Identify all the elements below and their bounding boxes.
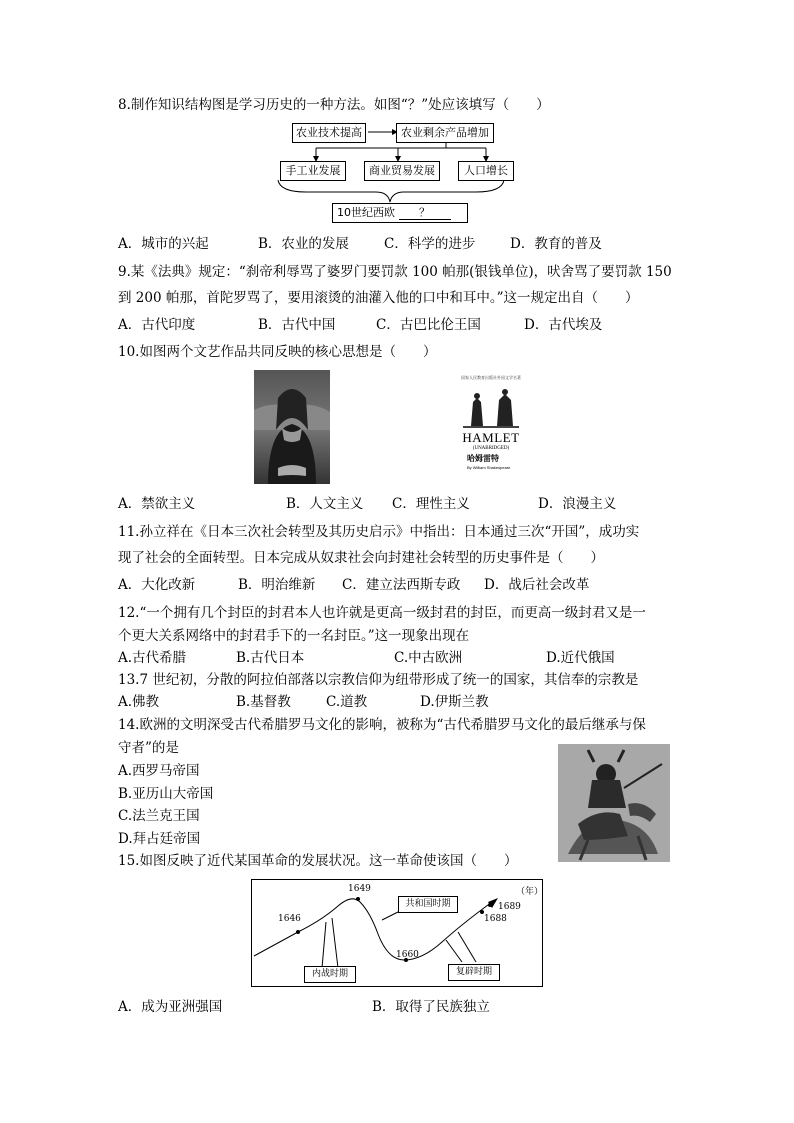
label-republic-period: 共和国时期 <box>398 896 458 913</box>
mona-lisa-painting-image <box>254 370 330 484</box>
q14-stem-1: 14.欧洲的文明深受古代希腊罗马文化的影响，被称为“古代希腊罗马文化的最后继承与保 <box>118 717 646 733</box>
q12-stem-2: 个更大关系网络中的封君手下的一名封臣。”这一现象出现在 <box>118 628 470 644</box>
question-blank: ？ <box>399 206 451 220</box>
label-1649: 1649 <box>348 884 371 894</box>
book-cover-illustration <box>463 388 519 428</box>
samurai-warrior-image <box>558 744 670 862</box>
box-agri-tech: 农业技术提高 <box>292 123 366 143</box>
book-cn-title: 哈姆雷特 <box>467 453 499 463</box>
q9-stem-2: 到 200 帕那，首陀罗骂了，要用滚烫的油灌入他的口中和耳中。”这一规定出自（ ） <box>118 290 639 306</box>
q12-option-d: D.近代俄国 <box>546 650 615 666</box>
q9-stem-1: 9.某《法典》规定：“刹帝利辱骂了婆罗门要罚款 100 帕那(银钱单位)，吠舍骂了要罚款 150 <box>118 264 672 280</box>
chart-unit: （年） <box>516 887 544 897</box>
box-western-europe-label: 10世纪西欧 <box>337 206 395 219</box>
q9-option-c: C．古巴比伦王国 <box>376 317 481 333</box>
q8-option-d: D．教育的普及 <box>510 236 602 252</box>
book-subtitle: (UNABRIDGED) <box>472 446 510 451</box>
q8-option-c: C．科学的进步 <box>384 236 476 252</box>
q11-stem-1: 11.孙立祥在《日本三次社会转型及其历史启示》中指出：日本通过三次“开国”，成功实 <box>118 524 640 540</box>
q10-stem: 10.如图两个文艺作品共同反映的核心思想是（ ） <box>118 344 437 360</box>
q15-stem: 15.如图反映了近代某国革命的发展状况。这一革命使该国（ ） <box>118 853 518 869</box>
q12-option-a: A.古代希腊 <box>118 650 187 666</box>
label-civil-war-period: 内战时期 <box>304 966 356 983</box>
label-restoration-period: 复辟时期 <box>448 964 500 981</box>
box-commerce: 商业贸易发展 <box>364 161 440 181</box>
q9-option-d: D．古代埃及 <box>524 317 603 333</box>
label-1646: 1646 <box>278 914 301 924</box>
q9-option-a: A．古代印度 <box>118 317 196 333</box>
q11-option-c: C．建立法西斯专政 <box>342 577 461 593</box>
q10-option-b: B．人文主义 <box>286 496 364 512</box>
q9-option-b: B．古代中国 <box>258 317 336 333</box>
q8-option-a: A．城市的兴起 <box>118 236 209 252</box>
point-1689 <box>488 903 492 907</box>
book-title: HAMLET <box>462 430 520 445</box>
q11-option-d: D．战后社会改革 <box>484 577 590 593</box>
q14-option-b: B.亚历山大帝国 <box>118 786 214 802</box>
box-western-europe <box>332 203 468 223</box>
q8-option-b: B．农业的发展 <box>258 236 349 252</box>
q14-option-d: D.拜占廷帝国 <box>118 831 201 847</box>
label-1689: 1689 <box>498 902 521 912</box>
q13-option-b: B.基督教 <box>236 694 291 710</box>
q13-stem: 13.7 世纪初，分散的阿拉伯部落以宗教信仰为纽带形成了统一的国家，其信奉的宗教是 <box>118 672 639 688</box>
q13-option-c: C.道教 <box>326 694 368 710</box>
q14-option-c: C.法兰克王国 <box>118 808 200 824</box>
q15-revolution-chart <box>251 879 543 987</box>
q14-stem-2: 守者”的是 <box>118 740 179 756</box>
box-population: 人口增长 <box>458 161 514 181</box>
label-1688: 1688 <box>484 914 507 924</box>
q13-option-a: A.佛教 <box>118 694 160 710</box>
q12-option-c: C.中古欧洲 <box>394 650 463 666</box>
q10-option-a: A．禁欲主义 <box>118 496 196 512</box>
q8-stem: 8.制作知识结构图是学习历史的一种方法。如图“？”处应该填写（ ） <box>118 97 550 113</box>
q12-option-b: B.古代日本 <box>236 650 305 666</box>
q15-option-a: A．成为亚洲强国 <box>118 999 223 1015</box>
box-surplus: 农业剩余产品增加 <box>396 123 494 143</box>
q11-option-a: A．大化改新 <box>118 577 196 593</box>
hamlet-book-cover-image <box>443 370 539 484</box>
q11-stem-2: 现了社会的全面转型。日本完成从奴隶社会向封建社会转型的历史事件是（ ） <box>118 550 604 566</box>
point-1646 <box>296 930 300 934</box>
label-1660: 1660 <box>396 950 419 960</box>
q14-option-a: A.西罗马帝国 <box>118 763 200 779</box>
q10-option-c: C．理性主义 <box>392 496 470 512</box>
q12-stem-1: 12.“一个拥有几个封臣的封君本人也许就是更高一级封君的封臣，而更高一级封君又是一 <box>118 605 646 621</box>
point-1649 <box>356 897 360 901</box>
q13-option-d: D.伊斯兰教 <box>420 694 489 710</box>
book-publisher-text: 国家人民教育出版社外国文学名著 <box>461 375 521 380</box>
q10-option-d: D．浪漫主义 <box>538 496 617 512</box>
box-handicraft: 手工业发展 <box>280 161 346 181</box>
q11-option-b: B．明治维新 <box>238 577 316 593</box>
q15-option-b: B．取得了民族独立 <box>372 999 490 1015</box>
book-author: By William Shakespeare <box>467 465 511 470</box>
